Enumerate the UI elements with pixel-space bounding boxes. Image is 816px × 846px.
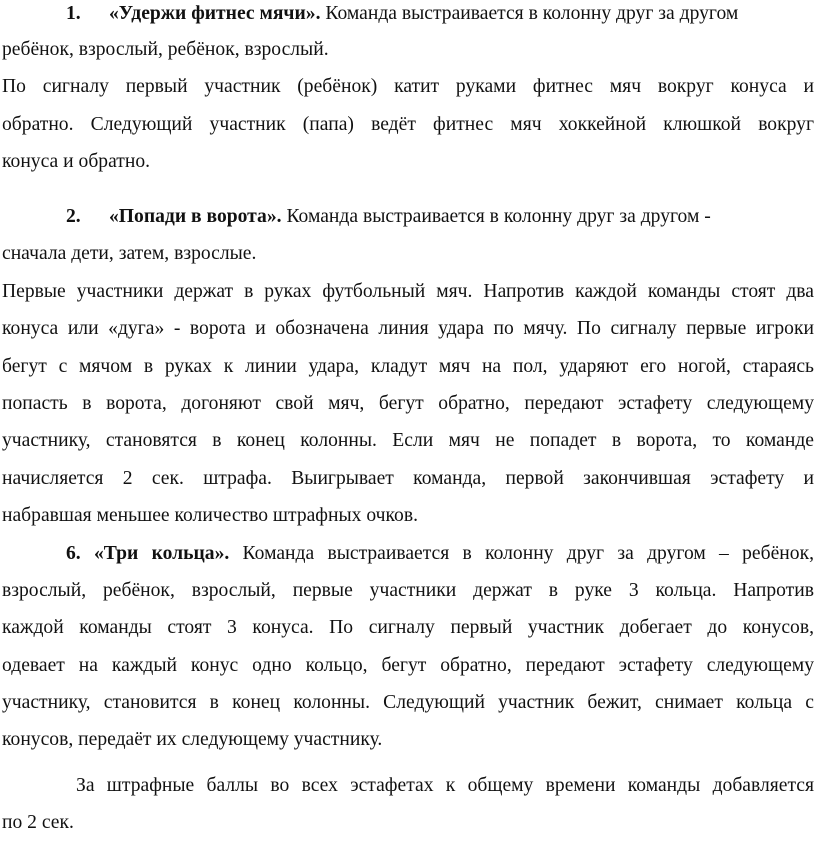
paragraph-line: По сигналу первый участник (ребёнок) катит руками фитнес мяч вокруг конуса и <box>2 76 814 97</box>
paragraph-line: конусов, передаёт их следующему участнику. <box>2 729 383 750</box>
paragraph-line: конуса и обратно. <box>2 151 151 172</box>
item-number: 1. <box>66 3 81 24</box>
paragraph-line: обратно. Следующий участник (папа) ведёт фитнес мяч хоккейной клюшкой вокруг <box>2 114 814 135</box>
item-title: «Три кольца». <box>93 543 230 564</box>
paragraph-line: конуса или «дуга» - ворота и обозначена линия удара по мячу. По сигналу первые игроки <box>2 318 814 339</box>
paragraph-line: участнику, становятся в конец колонны. Если мяч не попадет в ворота, то команде <box>2 430 814 451</box>
item-text: Команда выстраивается в колонну друг за другом <box>320 3 739 24</box>
paragraph-line: набравшая меньшее количество штрафных очков. <box>2 505 418 526</box>
item-number: 2. <box>66 206 81 227</box>
item-number: 6. <box>66 543 81 564</box>
paragraph-line: каждой команды стоят 3 конуса. По сигналу первый участник добегает до конусов, <box>2 617 814 638</box>
item-title: «Попади в ворота». <box>109 206 282 227</box>
paragraph-line: попасть в ворота, догоняют свой мяч, бегут обратно, передают эстафету следующему <box>2 393 814 414</box>
paragraph-line: взрослый, ребёнок, взрослый, первые участники держат в руке 3 кольца. Напротив <box>2 580 814 601</box>
paragraph-line: сначала дети, затем, взрослые. <box>2 243 257 264</box>
footer-line: по 2 сек. <box>2 812 74 833</box>
paragraph-line: начисляется 2 сек. штрафа. Выигрывает команда, первой закончившая эстафету и <box>2 468 814 489</box>
paragraph-line: участнику, становится в конец колонны. Следующий участник бежит, снимает кольца с <box>2 692 814 713</box>
item-title: «Удержи фитнес мячи». <box>109 3 321 24</box>
paragraph-line: Первые участники держат в руках футбольный мяч. Напротив каждой команды стоят два <box>2 281 814 302</box>
item-text: Команда выстраивается в колонну друг за другом - <box>281 206 711 227</box>
paragraph-line: одевает на каждый конус одно кольцо, бегут обратно, передают эстафету следующему <box>2 655 814 676</box>
paragraph-line: ребёнок, взрослый, ребёнок, взрослый. <box>2 39 329 60</box>
paragraph-line: бегут с мячом в руках к линии удара, кладут мяч на пол, ударяют его ногой, стараясь <box>2 356 814 377</box>
footer-line: За штрафные баллы во всех эстафетах к общему времени команды добавляется <box>76 775 814 796</box>
item-text: Команда выстраивается в колонну друг за другом – ребёнок, <box>229 543 814 564</box>
